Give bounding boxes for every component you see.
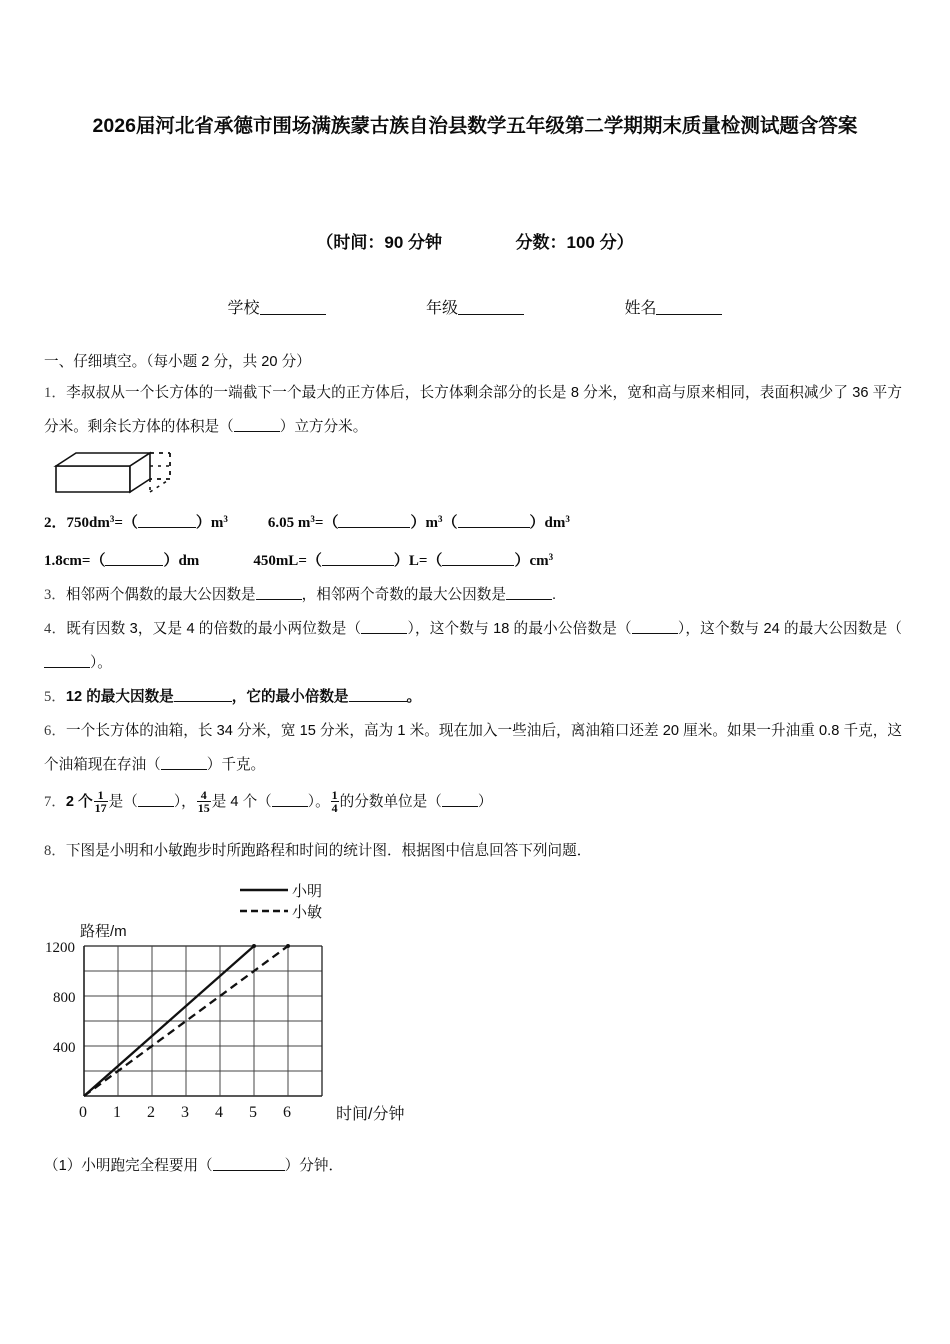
question-6-number: 6． [44,723,67,739]
q2-b-eq: =（ [314,515,339,531]
question-1-number: 1． [44,385,67,401]
question-6-text-b: ）千克。 [206,757,266,773]
question-3-blank-2[interactable] [506,587,552,600]
question-7-blank-2[interactable] [272,794,308,807]
q2-c-close: ）dm [529,515,566,531]
exam-time-label: （时间：90 分钟 [316,233,443,252]
question-4-blank-1[interactable] [361,621,407,634]
question-5-number: 5． [44,689,66,705]
exam-body [44,348,902,1183]
y-tick-1200: 1200 [45,940,75,956]
q2-b-value: 6.05 m [267,515,311,531]
chart-grid [84,946,322,1096]
chart-legend [240,883,322,921]
fraction-3-denominator: 4 [331,801,338,815]
question-4-blank-3[interactable] [44,655,90,668]
x-tick-5: 5 [249,1104,257,1121]
legend-label-xiaoming: 小明 [292,883,323,900]
question-3-number: 3． [44,587,66,603]
section-heading-fill-in-blanks: 一、仔细填空。（每小题 2 分，共 20 分） [44,354,311,370]
q2-b-close: ）m [410,515,438,531]
identity-field-name [624,295,722,318]
question-6-blank[interactable] [161,757,207,770]
q2-a-unit-exponent: 3 [109,514,115,524]
identity-blank-school[interactable] [260,301,326,315]
q2-blank-1[interactable] [138,515,196,528]
question-1-text-b: ）立方分米。 [279,419,368,435]
question-3-blank-1[interactable] [256,587,302,600]
q2-l2-a-close: ）dm [163,553,200,569]
question-1-blank[interactable] [234,419,280,432]
page-title: 2026届河北省承德市围场满族蒙古族自治县数学五年级第二学期期末质量检测试题含答案 [92,115,858,137]
question-8-sub-1-tail: ）分钟． [284,1158,344,1174]
question-4-text-d: ）。 [90,655,112,671]
chart-x-tick-labels [79,1104,291,1121]
question-5-text-c: 。 [406,689,422,705]
x-tick-2: 2 [147,1104,155,1121]
q2-c-open: （ [442,515,458,531]
q2-b-unit-exponent: 3 [310,514,315,524]
q2-l2-c-close-exponent: 3 [548,552,554,562]
series-endpoint-xiaoming [252,944,256,948]
q2-blank-3[interactable] [458,515,530,528]
q2-l2-a-value: 1.8cm [44,553,82,569]
question-5-text-a: 12 的最大因数是 [65,689,174,705]
q2-a-close-exponent: 3 [223,514,228,524]
x-tick-1: 1 [113,1104,121,1121]
question-3-text-b: ，相邻两个奇数的最大公因数是 [301,587,506,603]
question-7-mid-1: 是（ [108,794,138,810]
q2-blank-5[interactable] [322,553,394,566]
fraction-2-denominator: 15 [197,801,210,815]
series-endpoint-xiaomin [286,944,290,948]
y-tick-400: 400 [53,1040,76,1056]
question-1-text-a: 李叔叔从一个长方体的一端截下一个最大的正方体后，长方体剩余部分的长是 8 分米，宽和高与原来相同，表面积减少了 36 平方分米。剩余长方体的体积是（ [44,385,902,435]
identity-row [0,295,950,318]
chart-series [84,944,290,1096]
fraction-3-numerator: 1 [331,787,338,802]
question-4-text-c: ），这个数与 24 的最大公因数是（ [677,621,902,637]
question-8-sub-1-text: （1）小明跑完全程要用（ [44,1158,213,1174]
figure-rectangular-prism [52,448,902,500]
question-5-blank-2[interactable] [349,689,407,702]
chart-y-axis-title: 路程/m [80,923,127,940]
question-8-text: 下图是小明和小敏跑步时所跑路程和时间的统计图．根据图中信息回答下列问题． [65,843,592,859]
q2-l2-c-close: ）cm [514,553,549,569]
question-4-blank-2[interactable] [632,621,678,634]
question-8-sub-1 [44,1149,902,1183]
chart-svg [44,874,464,1124]
distance-time-line-chart [44,874,902,1129]
question-7-mid-2: ）， [173,794,196,810]
q2-b-close-exponent: 3 [437,514,443,524]
identity-blank-grade[interactable] [458,301,524,315]
question-3-text-c: . [551,587,557,603]
exam-score-label: 分数：100 分） [515,233,634,252]
fraction-1-numerator: 1 [94,789,108,802]
q2-blank-4[interactable] [105,553,163,566]
question-7-tail-2: ） [477,794,493,810]
question-6 [44,714,902,782]
q2-a-eq: =（ [114,515,138,531]
question-5-blank-1[interactable] [174,689,232,702]
fraction-4-over-15 [197,789,211,814]
question-8-sub-1-blank[interactable] [213,1158,285,1171]
question-5 [44,680,902,714]
rectangular-prism-icon [52,448,192,500]
fraction-1-denominator: 17 [94,801,107,815]
q2-l2-a-eq: =（ [81,553,106,569]
question-4-text-b: ），这个数与 18 的最小公倍数是（ [407,621,632,637]
fraction-1-over-17 [94,789,108,814]
question-4 [44,612,902,680]
identity-label-school: 学校 [227,300,260,317]
question-3-text-a: 相邻两个偶数的最大公因数是 [65,587,256,603]
question-7-tail: 的分数单位是（ [339,794,442,810]
x-tick-4: 4 [215,1104,223,1121]
question-7-blank-1[interactable] [138,794,174,807]
x-tick-0: 0 [79,1104,87,1121]
q2-a-close: ）m [195,515,224,531]
y-tick-800: 800 [53,990,76,1006]
question-8-number: 8． [44,843,66,859]
question-7-blank-3[interactable] [442,794,478,807]
q2-l2-b-eq: =（ [298,553,322,569]
question-5-text-b: ，它的最小倍数是 [231,689,349,705]
exam-meta [0,228,950,253]
q2-l2-b-value: 450mL [253,553,299,569]
question-6-text-a: 一个长方体的油箱，长 34 分米，宽 15 分米，高为 1 米。现在加入一些油后，离油箱口还差 20 厘米。如果一升油重 0.8 千克，这个油箱现在存油（ [44,723,902,773]
identity-label-name: 姓名 [624,300,657,317]
x-tick-6: 6 [283,1104,291,1121]
question-7-number: 7． [44,794,66,810]
question-7-mid-3: 是 4 个（ [211,794,272,810]
question-8 [44,834,902,868]
q2-blank-2[interactable] [338,515,410,528]
chart-x-axis-title: 时间/分钟 [336,1106,405,1123]
question-4-text-a: 既有因数 3，又是 4 的倍数的最小两位数是（ [66,621,362,637]
identity-field-grade [426,295,524,318]
identity-label-grade: 年级 [425,300,458,317]
question-2-line-1 [44,502,902,540]
q2-l2-b-close: ）L=（ [393,553,443,569]
chart-y-tick-labels [45,940,76,1056]
identity-blank-name[interactable] [656,301,722,315]
question-7-lead: 2 个 [65,794,93,810]
fraction-1-over-4 [331,789,339,814]
question-3 [44,578,902,612]
question-7 [44,782,902,822]
identity-field-school [228,295,326,318]
question-2-number: 2． [44,515,67,531]
x-tick-3: 3 [181,1104,189,1121]
q2-c-close-exponent: 3 [565,514,570,524]
question-4-number: 4． [44,621,67,637]
question-7-mid-4: ）。 [307,794,330,810]
fraction-2-numerator: 4 [197,789,211,802]
question-2-line-2 [44,540,902,578]
legend-label-xiaomin: 小敏 [292,904,323,921]
q2-blank-6[interactable] [442,553,514,566]
q2-a-value: 750dm [66,515,110,531]
question-1 [44,376,902,444]
